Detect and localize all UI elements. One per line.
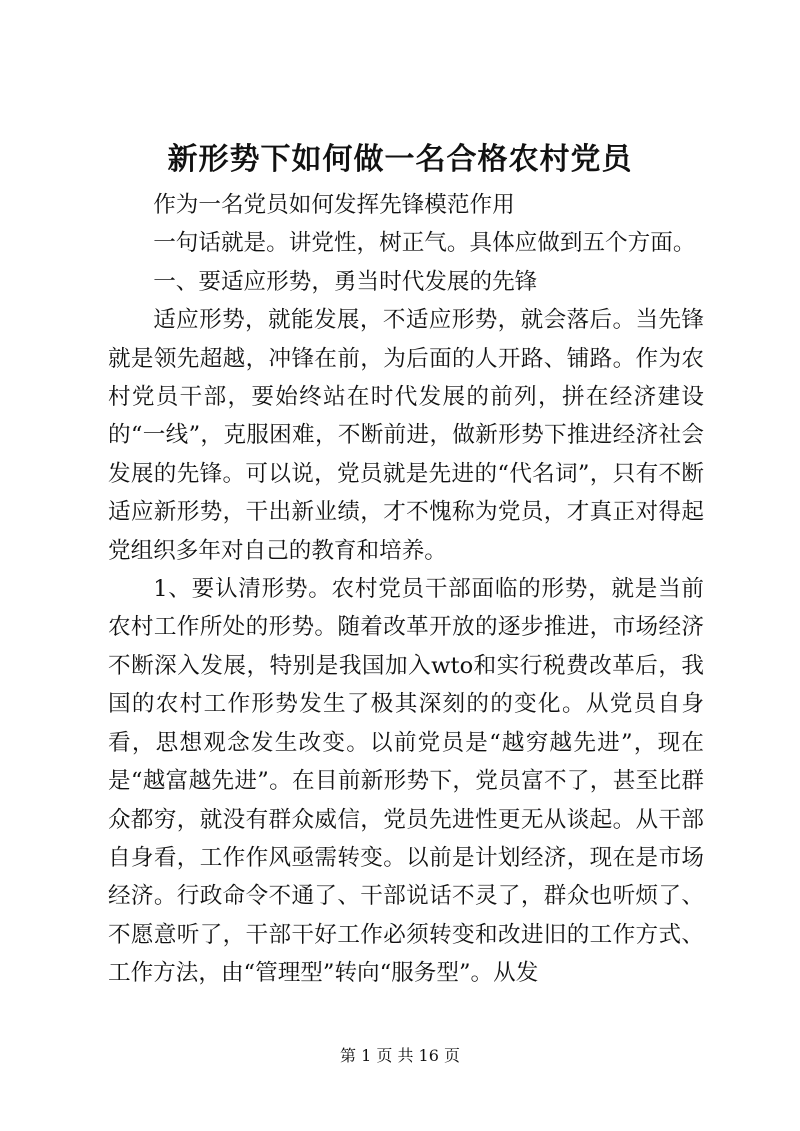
paragraph-adapt: 适应形势，就能发展，不适应形势，就会落后。当先锋就是领先超越，冲锋在前，为后面的人开路、铺路。作为农村党员干部，要始终站在时代发展的前列，拼在经济建设的“一线”，克服困难，不断前进，做新形势下推进经济社会发展的先锋。可以说，党员就是先进的“代名词”，只有不断适应新形势，干出新业绩，才不愧称为党员，才真正对得起党组织多年对自己的教育和培养。 [108, 307, 704, 564]
page-number-footer: 第 1 页 共 16 页 [340, 1046, 460, 1065]
paragraph-summary: 一句话就是。讲党性，树正气。具体应做到五个方面。 [153, 230, 696, 257]
section-heading: 一、要适应形势，勇当时代发展的先锋 [153, 268, 538, 295]
paragraph-understand-situation: 1、要认清形势。农村党员干部面临的形势，就是当前农村工作所处的形势。随着改革开放的逐步推进，市场经济不断深入发展，特别是我国加入wto和实行税费改革后，我国的农村工作形势发生了极其深刻的的变化。从党员自身看，思想观念发生改变。以前党员是“越穷越先进”，现在是“越富越先进”。在目前新形势下，党员富不了，甚至比群众都穷，就没有群众威信，党员先进性更无从谈起。从干部自身看，工作作风亟需转变。以前是计划经济，现在是市场经济。行政命令不通了、干部说话不灵了，群众也听烦了、不愿意听了，干部干好工作必须转变和改进旧的工作方式、工作方法，由“管理型”转向“服务型”。从发 [108, 576, 704, 987]
paragraph-subtitle: 作为一名党员如何发挥先锋模范作用 [153, 192, 515, 218]
document-title: 新形势下如何做一名合格农村党员 [167, 142, 633, 177]
document-body [108, 186, 704, 993]
